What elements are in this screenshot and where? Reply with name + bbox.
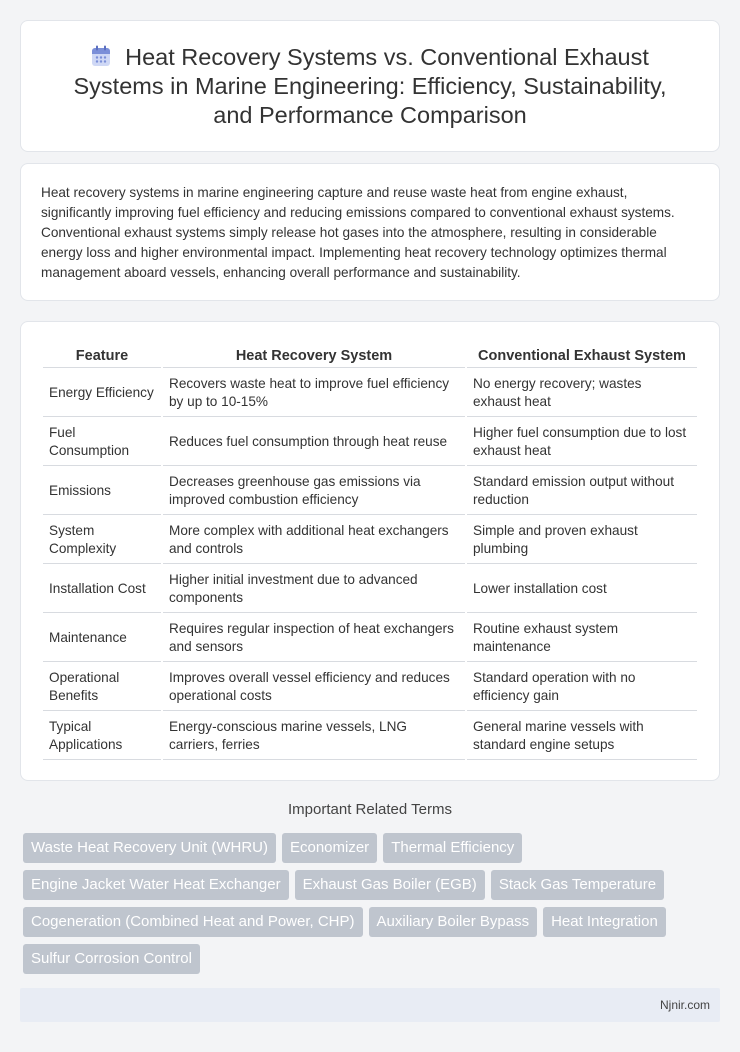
- conventional-cell: Higher fuel consumption due to lost exhaust heat: [467, 419, 697, 466]
- conventional-cell: Standard emission output without reduction: [467, 468, 697, 515]
- table-row: [43, 370, 697, 417]
- feature-cell: System Complexity: [43, 517, 161, 564]
- conventional-cell: Lower installation cost: [467, 566, 697, 613]
- header-feature: Feature: [43, 344, 161, 368]
- page-title: [51, 43, 689, 130]
- intro-paragraph: Heat recovery systems in marine engineering capture and reuse waste heat from engine exhaust, significantly improving fuel efficiency and reducing emissions compared to conventional exhaust systems. Conventional exhaust systems simply release hot gases into the atmosphere, resulting in considerable energy loss and higher environmental impact. Implementing heat recovery technology optimizes thermal management aboard vessels, enhancing overall performance and sustainability.: [41, 185, 675, 280]
- related-terms-list: [23, 833, 723, 974]
- table-row: [43, 566, 697, 613]
- related-term-tag[interactable]: Exhaust Gas Boiler (EGB): [295, 870, 485, 900]
- heat-recovery-cell: Improves overall vessel efficiency and reduces operational costs: [163, 664, 465, 711]
- heat-recovery-cell: Decreases greenhouse gas emissions via improved combustion efficiency: [163, 468, 465, 515]
- related-term-tag[interactable]: Sulfur Corrosion Control: [23, 944, 200, 974]
- conventional-cell: Simple and proven exhaust plumbing: [467, 517, 697, 564]
- heat-recovery-cell: Requires regular inspection of heat exchangers and sensors: [163, 615, 465, 662]
- conventional-cell: Routine exhaust system maintenance: [467, 615, 697, 662]
- feature-cell: Operational Benefits: [43, 664, 161, 711]
- related-term-tag[interactable]: Engine Jacket Water Heat Exchanger: [23, 870, 289, 900]
- feature-cell: Maintenance: [43, 615, 161, 662]
- related-term-tag[interactable]: Stack Gas Temperature: [491, 870, 664, 900]
- header-heat-recovery: Heat Recovery System: [163, 344, 465, 368]
- heat-recovery-cell: Recovers waste heat to improve fuel efficiency by up to 10-15%: [163, 370, 465, 417]
- comparison-table: [41, 342, 699, 762]
- table-row: [43, 419, 697, 466]
- table-row: [43, 664, 697, 711]
- title-card: [20, 20, 720, 152]
- footer: [20, 988, 720, 1022]
- feature-cell: Installation Cost: [43, 566, 161, 613]
- table-row: [43, 713, 697, 760]
- footer-site-link[interactable]: Njnir.com: [659, 998, 710, 1012]
- heat-recovery-cell: Reduces fuel consumption through heat reuse: [163, 419, 465, 466]
- calendar-icon: [91, 45, 111, 67]
- feature-cell: Typical Applications: [43, 713, 161, 760]
- related-term-tag[interactable]: Auxiliary Boiler Bypass: [369, 907, 538, 937]
- table-row: [43, 615, 697, 662]
- comparison-table-card: [20, 321, 720, 781]
- feature-cell: Energy Efficiency: [43, 370, 161, 417]
- related-term-tag[interactable]: Economizer: [282, 833, 377, 863]
- related-term-tag[interactable]: Heat Integration: [543, 907, 666, 937]
- related-term-tag[interactable]: Cogeneration (Combined Heat and Power, CHP): [23, 907, 363, 937]
- intro-card: [20, 163, 720, 301]
- table-row: [43, 517, 697, 564]
- table-row: [43, 468, 697, 515]
- feature-cell: Fuel Consumption: [43, 419, 161, 466]
- conventional-cell: General marine vessels with standard engine setups: [467, 713, 697, 760]
- conventional-cell: No energy recovery; wastes exhaust heat: [467, 370, 697, 417]
- page-title-text: Heat Recovery Systems vs. Conventional Exhaust Systems in Marine Engineering: Efficiency, Sustainability, and Performance Comparison: [73, 43, 667, 128]
- conventional-cell: Standard operation with no efficiency gain: [467, 664, 697, 711]
- heat-recovery-cell: More complex with additional heat exchangers and controls: [163, 517, 465, 564]
- feature-cell: Emissions: [43, 468, 161, 515]
- related-term-tag[interactable]: Waste Heat Recovery Unit (WHRU): [23, 833, 276, 863]
- heat-recovery-cell: Higher initial investment due to advanced components: [163, 566, 465, 613]
- related-terms-heading: Important Related Terms: [288, 801, 452, 818]
- header-conventional: Conventional Exhaust System: [467, 344, 697, 368]
- heat-recovery-cell: Energy-conscious marine vessels, LNG carriers, ferries: [163, 713, 465, 760]
- related-term-tag[interactable]: Thermal Efficiency: [383, 833, 522, 863]
- table-header-row: [43, 344, 697, 368]
